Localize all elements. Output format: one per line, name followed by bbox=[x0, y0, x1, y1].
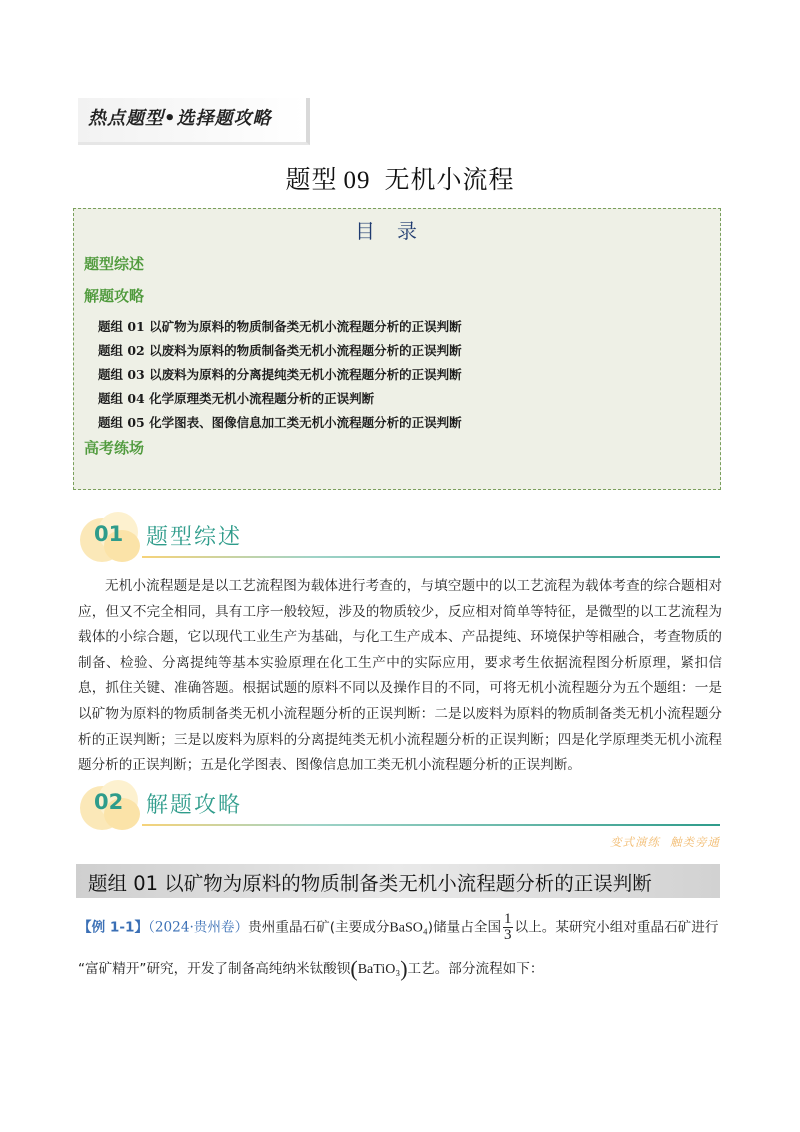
section-title: 解题攻略 bbox=[146, 793, 243, 818]
page-title bbox=[0, 160, 800, 196]
example-text-2: )储量占全国 bbox=[427, 919, 502, 936]
example-line-2: “富矿精开”研究，开发了制备高纯纳米钛酸钡(BaTiO₃)工艺。部分流程如下： bbox=[78, 956, 544, 981]
group-heading: 题组 01 以矿物为原料的物质制备类无机小流程题分析的正误判断 bbox=[88, 872, 652, 895]
group-heading-bar bbox=[76, 864, 720, 898]
toc-heading: 目录 bbox=[355, 219, 439, 243]
section-title: 题型综述 bbox=[146, 525, 243, 550]
section-number: 01 bbox=[94, 522, 124, 546]
overview-paragraph: 无机小流程题是是以工艺流程图为载体进行考查的，与填空题中的以工艺流程为载体考查的综合题相对应，但又不完全相同，具有工序一般较短，涉及的物质较少，反应相对简单等特征，是微型的以工艺流程为载体的小综合题，它以现代工业生产为基础，与化工生产成本、产品提纯、环境保护等相融合，考查物质的制备、检验、分离提纯等基本实验原理在化工生产中的实际应用，要求考生依据流程图分析原理，紧扣信息，抓住关键、准确答题。根据试题的原料不同以及操作目的不同，可将无机小流程题分为五个题组：一是以矿物为原料的物质制备类无机小流程题分析的正误判断：二是以废料为原料的物质制备类无机小流程题分析的正误判断；三是以废料为原料的分离提纯类无机小流程题分析的正误判断；四是化学原理类无机小流程题分析的正误判断；五是化学图表、图像信息加工类无机小流程题分析的正误判断。 bbox=[78, 578, 722, 774]
toc-item-group-05[interactable]: 题组 05 化学图表、图像信息加工类无机小流程题分析的正误判断 bbox=[98, 415, 462, 430]
section-divider bbox=[142, 556, 720, 558]
example-line-1 bbox=[78, 912, 738, 943]
category-tag-text: 热点题型•选择题攻略 bbox=[88, 108, 272, 129]
section-divider bbox=[142, 824, 720, 826]
example-text-5: 工艺。部分流程如下： bbox=[407, 961, 544, 977]
formula-batio3: BaTiO₃ bbox=[357, 962, 401, 977]
fraction-numerator: 1 bbox=[504, 911, 512, 927]
page-title-number: 09 bbox=[343, 167, 371, 194]
toc-item-practice[interactable]: 高考练场 bbox=[84, 439, 145, 457]
variant-label-a: 变式演练 bbox=[610, 835, 660, 849]
fraction-denominator: 3 bbox=[504, 927, 512, 943]
toc-item-strategy[interactable]: 解题攻略 bbox=[84, 287, 145, 305]
category-tag bbox=[78, 98, 310, 145]
section-number: 02 bbox=[94, 790, 124, 814]
toc-item-overview[interactable]: 题型综述 bbox=[84, 255, 145, 273]
variant-label-b: 触类旁通 bbox=[670, 835, 720, 849]
section-header-strategy bbox=[76, 778, 720, 834]
example-source: （2024·贵州卷） bbox=[148, 919, 249, 936]
example-tag: 【例 1-1】 bbox=[78, 919, 149, 936]
variant-label bbox=[600, 834, 720, 850]
page-title-text: 无机小流程 bbox=[384, 165, 515, 194]
page-title-prefix: 题型 bbox=[285, 165, 338, 194]
toc-item-group-01[interactable]: 题组 01 以矿物为原料的物质制备类无机小流程题分析的正误判断 bbox=[98, 319, 462, 334]
fraction-one-third bbox=[503, 912, 513, 943]
example-text-3: 以上。某研究小组对重晶石矿进行 bbox=[514, 919, 719, 936]
table-of-contents bbox=[73, 208, 721, 490]
toc-item-group-04[interactable]: 题组 04 化学原理类无机小流程题分析的正误判断 bbox=[98, 391, 375, 406]
example-text-4: “富矿精开”研究，开发了制备高纯纳米钛酸钡 bbox=[78, 961, 351, 977]
section-header-overview bbox=[76, 510, 720, 566]
toc-item-group-03[interactable]: 题组 03 以废料为原料的分离提纯类无机小流程题分析的正误判断 bbox=[98, 367, 462, 382]
toc-item-group-02[interactable]: 题组 02 以废料为原料的物质制备类无机小流程题分析的正误判断 bbox=[98, 343, 462, 358]
example-text-1: 贵州重晶石矿(主要成分 bbox=[248, 919, 390, 936]
formula-baso4: BaSO₄ bbox=[389, 920, 428, 936]
